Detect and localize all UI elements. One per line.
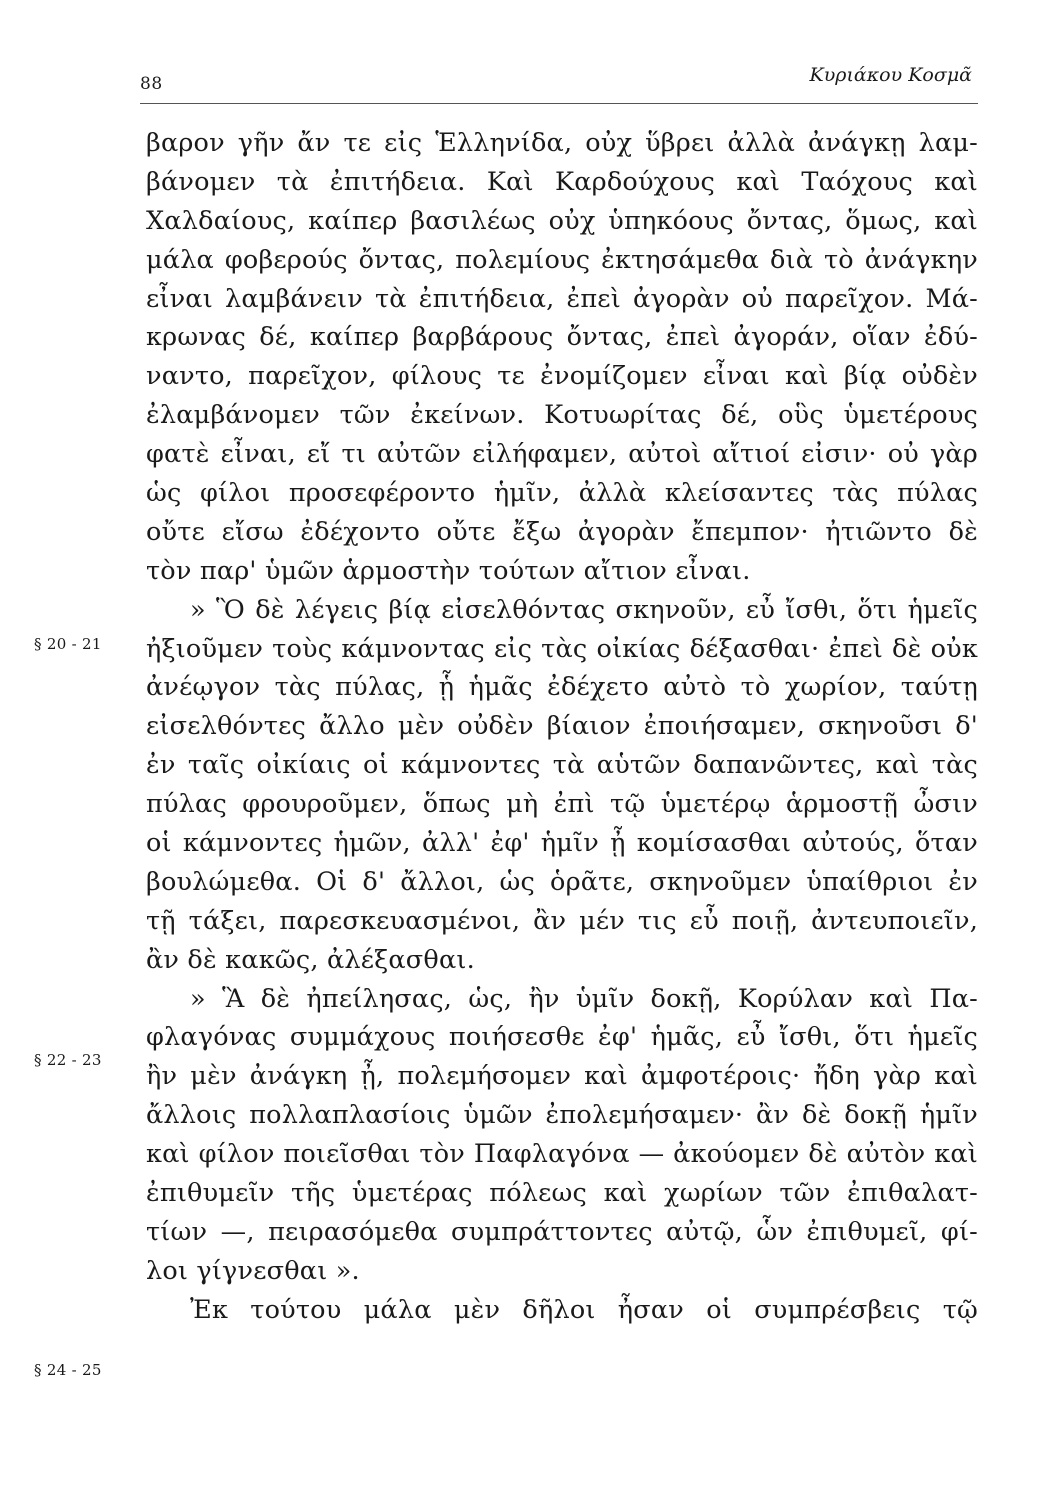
text-line: λοι γίγνεσθαι ». xyxy=(146,1255,360,1286)
body-text xyxy=(146,124,978,1330)
text-line: εἶναι λαμβάνειν τὰ ἐπιτήδεια, ἐπεὶ ἀγορὰν οὐ παρεῖχον. Μά- xyxy=(146,283,978,314)
margin-note-section-20-21: § 20 - 21 xyxy=(34,635,102,653)
text-line: πύλας φρουροῦμεν, ὅπως μὴ ἐπὶ τῷ ὑμετέρῳ ἁρμοστῇ ὦσιν xyxy=(146,789,978,820)
text-line: ἐλαμβάνομεν τῶν ἐκείνων. Κοτυωρίτας δέ, οὓς ὑμετέρους xyxy=(146,400,978,431)
text-line: τῇ τάξει, παρεσκευασμένοι, ἂν μέν τις εὖ ποιῇ, ἀντευποιεῖν, xyxy=(146,905,978,936)
text-line: » Ὃ δὲ λέγεις βίᾳ εἰσελθόντας σκηνοῦν, εὖ ἴσθι, ὅτι ἡμεῖς xyxy=(190,594,978,625)
text-line: καὶ φίλον ποιεῖσθαι τὸν Παφλαγόνα — ἀκούομεν δὲ αὐτὸν καὶ xyxy=(146,1139,978,1170)
text-line: ἢν μὲν ἀνάγκη ᾖ, πολεμήσομεν καὶ ἀμφοτέροις· ἤδη γὰρ καὶ xyxy=(146,1061,978,1092)
text-line: ἂν δὲ κακῶς, ἀλέξασθαι. xyxy=(146,944,475,975)
text-line: ὡς φίλοι προσεφέροντο ἡμῖν, ἀλλὰ κλείσαντες τὰς πύλας xyxy=(146,478,978,509)
text-line: ἠξιοῦμεν τοὺς κάμνοντας εἰς τὰς οἰκίας δέξασθαι· ἐπεὶ δὲ οὐκ xyxy=(146,633,978,664)
text-line: μάλα φοβερούς ὄντας, πολεμίους ἐκτησάμεθα διὰ τὸ ἀνάγκην xyxy=(146,244,978,275)
text-line: ἐπιθυμεῖν τῆς ὑμετέρας πόλεως καὶ χωρίων τῶν ἐπιθαλατ- xyxy=(146,1178,978,1209)
header-rule xyxy=(140,103,978,104)
text-line: βάνομεν τὰ ἐπιτήδεια. Καὶ Καρδούχους καὶ Ταόχους καὶ xyxy=(146,166,978,197)
running-head: Κυριάκου Κοσμᾶ xyxy=(809,64,972,86)
text-line: εἰσελθόντες ἄλλο μὲν οὐδὲν βίαιον ἐποιήσαμεν, σκηνοῦσι δ' xyxy=(146,711,978,742)
text-line: τὸν παρ' ὑμῶν ἁρμοστὴν τούτων αἴτιον εἶναι. xyxy=(146,555,751,586)
text-line: ἐν ταῖς οἰκίαις οἱ κάμνοντες τὰ αὑτῶν δαπανῶντες, καὶ τὰς xyxy=(146,750,978,781)
text-line: ναντο, παρεῖχον, φίλους τε ἐνομίζομεν εἶναι καὶ βίᾳ οὐδὲν xyxy=(146,361,978,392)
text-line: οὔτε εἴσω ἐδέχοντο οὔτε ἔξω ἀγορὰν ἔπεμπον· ἠτιῶντο δὲ xyxy=(146,516,978,547)
page-number: 88 xyxy=(140,74,163,94)
margin-note-section-24-25: § 24 - 25 xyxy=(34,1361,102,1379)
text-line: βουλώμεθα. Οἱ δ' ἄλλοι, ὡς ὁρᾶτε, σκηνοῦμεν ὑπαίθριοι ἐν xyxy=(146,866,978,897)
text-line: ἄλλοις πολλαπλασίοις ὑμῶν ἐπολεμήσαμεν· ἂν δὲ δοκῇ ἡμῖν xyxy=(146,1100,978,1131)
text-line: οἱ κάμνοντες ἡμῶν, ἀλλ' ἐφ' ἡμῖν ᾖ κομίσασθαι αὐτούς, ὅταν xyxy=(146,828,978,859)
text-line: τίων —, πειρασόμεθα συμπράττοντες αὐτῷ, ὧν ἐπιθυμεῖ, φί- xyxy=(146,1216,978,1247)
page-header xyxy=(140,60,978,100)
text-line: Χαλδαίους, καίπερ βασιλέως οὐχ ὑπηκόους ὄντας, ὅμως, καὶ xyxy=(146,205,978,236)
text-line: φατὲ εἶναι, εἴ τι αὐτῶν εἰλήφαμεν, αὐτοὶ αἴτιοί εἰσιν· οὐ γὰρ xyxy=(146,439,978,470)
text-line: βαρον γῆν ἄν τε εἰς Ἑλληνίδα, οὐχ ὕβρει ἀλλὰ ἀνάγκῃ λαμ- xyxy=(146,128,978,158)
text-line: ἀνέῳγον τὰς πύλας, ᾗ ἡμᾶς ἐδέχετο αὐτὸ τὸ χωρίον, ταύτῃ xyxy=(146,672,978,703)
text-line: κρωνας δέ, καίπερ βαρβάρους ὄντας, ἐπεὶ ἀγοράν, οἵαν ἐδύ- xyxy=(146,322,978,353)
text-line: φλαγόνας συμμάχους ποιήσεσθε ἐφ' ἡμᾶς, εὖ ἴσθι, ὅτι ἡμεῖς xyxy=(146,1022,978,1053)
text-line: Ἐκ τούτου μάλα μὲν δῆλοι ἦσαν οἱ συμπρέσβεις τῷ xyxy=(190,1294,978,1325)
margin-note-section-22-23: § 22 - 23 xyxy=(34,1051,102,1069)
text-line: » Ἃ δὲ ἠπείλησας, ὡς, ἢν ὑμῖν δοκῇ, Κορύλαν καὶ Πα- xyxy=(190,983,978,1014)
